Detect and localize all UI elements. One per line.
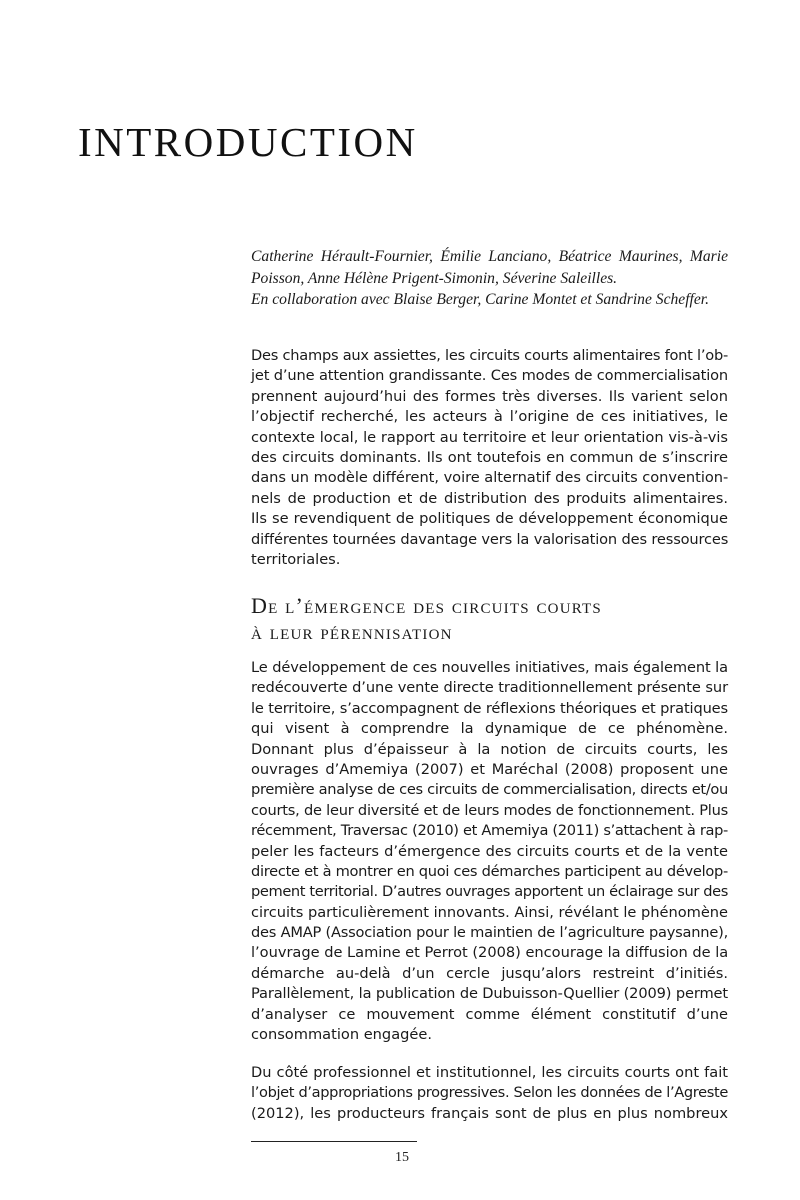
chapter-title: INTRODUCTION [78, 119, 418, 165]
text-line: Du côté professionnel et institutionnel, les circuits courts ont fait [251, 1064, 728, 1081]
text-line: Le développement de ces nouvelles initiatives, mais également la [251, 659, 728, 676]
heading-line: à leur pérennisation [251, 619, 453, 644]
text-line: des circuits dominants. Ils ont toutefois en commun de s’inscrire [251, 448, 728, 466]
text-line: Donnant plus d’épaisseur à la notion de circuits courts, les [251, 740, 728, 758]
text-line: le territoire, s’accompagnent de réflexions théoriques et pratiques [251, 699, 728, 717]
section-heading [251, 593, 728, 645]
text-line: l’objet d’appropriations progressives. Selon les données de l’Agreste [251, 1084, 728, 1102]
text-line: pement territorial. D’autres ouvrages apportent un éclairage sur des [251, 883, 728, 901]
author-credits [251, 246, 728, 311]
text-line: des AMAP (Association pour le maintien de l’agriculture paysanne), [251, 924, 728, 942]
intro-paragraph [251, 346, 728, 570]
author-line: Catherine Hérault-Fournier, Émilie Lanciano, Béatrice Maurines, Marie [251, 248, 728, 265]
section-paragraph [251, 1063, 728, 1124]
section-paragraph [251, 658, 728, 1045]
text-line: peler les facteurs d’émergence des circuits courts et de la vente [251, 842, 728, 860]
text-line: directe et à montrer en quoi ces démarches participent au dévelop- [251, 862, 728, 880]
text-line: prennent aujourd’hui des formes très diverses. Ils varient selon [251, 387, 728, 405]
text-line: différentes tournées davantage vers la valorisation des ressources [251, 530, 729, 548]
text-line: Ils se revendiquent de politiques de développement économique [251, 510, 728, 528]
text-line: consommation engagée. [251, 1026, 432, 1044]
text-line: nels de production et de distribution des produits alimentaires. [251, 489, 728, 507]
text-line: ouvrages d’Amemiya (2007) et Maréchal (2008) proposent une [251, 760, 728, 778]
text-line: redécouverte d’une vente directe traditionnellement présente sur [251, 679, 728, 697]
text-line: démarche au-delà d’un cercle jusqu’alors restreint d’initiés. [251, 964, 728, 982]
text-line: (2012), les producteurs français sont de plus en plus nombreux [251, 1104, 728, 1122]
text-line: dans un modèle différent, voire alternatif des circuits convention- [251, 469, 729, 487]
text-line: territoriales. [251, 550, 341, 568]
text-line: récemment, Traversac (2010) et Amemiya (2011) s’attachent à rap- [251, 822, 728, 840]
text-line: jet d’une attention grandissante. Ces modes de commercialisation [251, 367, 728, 385]
text-line: qui visent à comprendre la dynamique de ce phénomène. [251, 720, 728, 738]
text-line: contexte local, le rapport au territoire et leur orientation vis-à-vis [251, 428, 728, 446]
text-line: d’analyser ce mouvement comme élément constitutif d’une [251, 1005, 728, 1023]
text-line: l’ouvrage de Lamine et Perrot (2008) encourage la diffusion de la [251, 944, 729, 962]
text-line: Des champs aux assiettes, les circuits courts alimentaires font l’ob- [251, 347, 728, 364]
heading-line: De l’émergence des circuits courts [251, 593, 602, 618]
text-line: l’objectif recherché, les acteurs à l’origine de ces initiatives, le [251, 408, 728, 426]
author-line: En collaboration avec Blaise Berger, Carine Montet et Sandrine Scheffer. [251, 291, 710, 308]
text-line: première analyse de ces circuits de commercialisation, directs et/ou [251, 781, 728, 799]
text-line: circuits particulièrement innovants. Ainsi, révélant le phénomène [251, 903, 728, 921]
author-line: Poisson, Anne Hélène Prigent-Simonin, Séverine Saleilles. [251, 269, 618, 287]
footnote-divider [251, 1141, 417, 1142]
text-line: courts, de leur diversité et de leurs modes de fonctionnement. Plus [251, 801, 728, 819]
page-number: 15 [395, 1150, 409, 1165]
text-line: Parallèlement, la publication de Dubuisson-Quellier (2009) permet [251, 985, 728, 1003]
